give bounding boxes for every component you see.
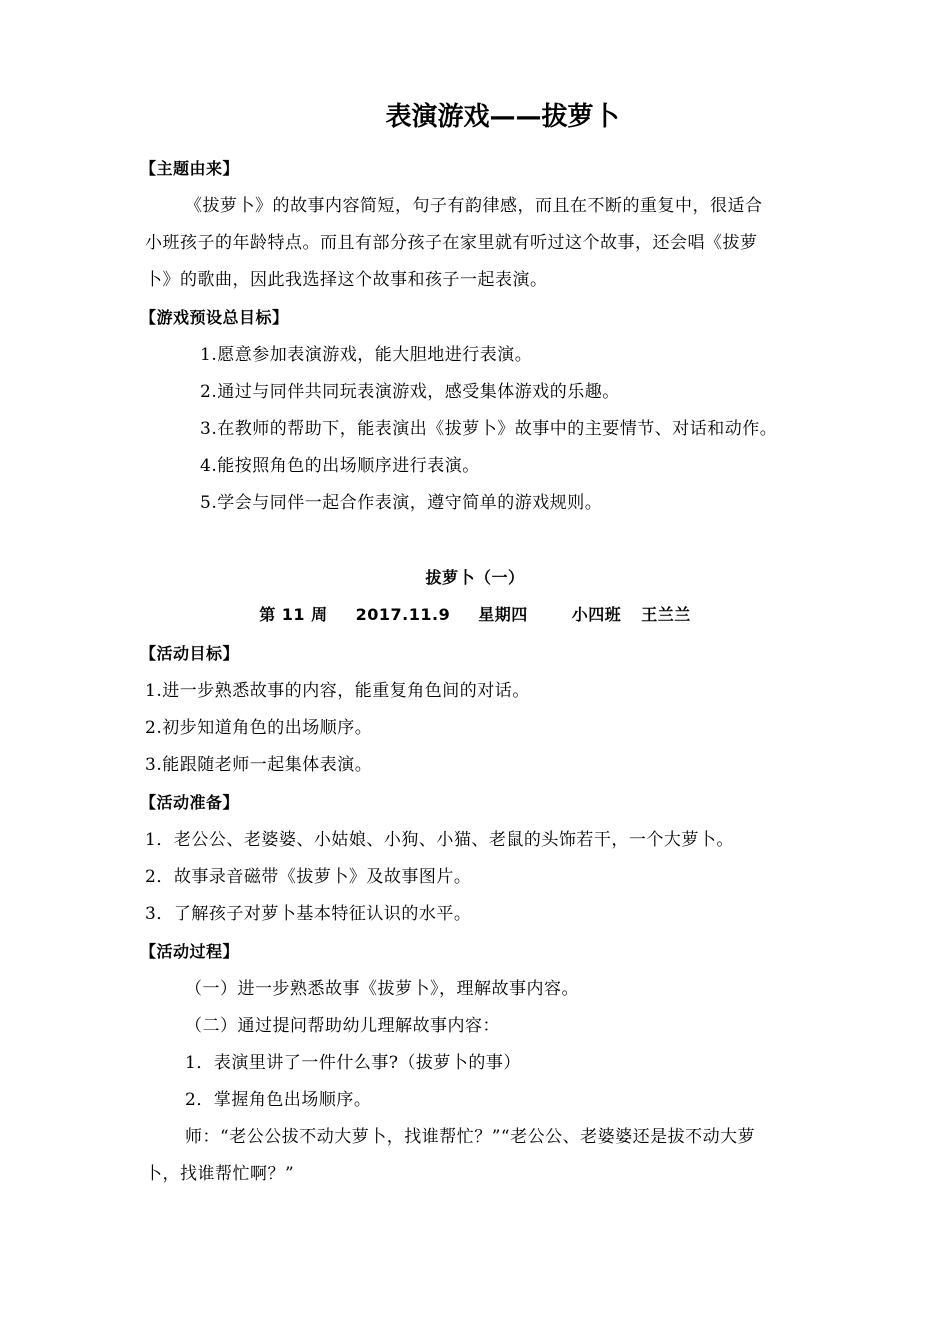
goal-item-4: 4.能按照角色的出场顺序进行表演。 <box>200 456 480 476</box>
goal-item-2: 2.通过与同伴共同玩表演游戏，感受集体游戏的乐趣。 <box>200 382 620 402</box>
process-line-4: 2．掌握角色出场顺序。 <box>185 1090 372 1110</box>
lesson-info <box>0 603 950 627</box>
lesson-date: 2017.11.9 <box>355 605 451 624</box>
preparation-item-1: 1．老公公、老婆婆、小姑娘、小狗、小猫、老鼠的头饰若干，一个大萝卜。 <box>145 830 734 850</box>
lesson-title: 拔萝卜（一） <box>425 568 525 587</box>
process-heading: 【活动过程】 <box>140 942 240 961</box>
goal-item-3: 3.在教师的帮助下，能表演出《拔萝卜》故事中的主要情节、对话和动作。 <box>200 419 778 439</box>
objective-item-1: 1.进一步熟悉故事的内容，能重复角色间的对话。 <box>145 681 530 701</box>
theme-line-3: 卜》的歌曲，因此我选择这个故事和孩子一起表演。 <box>145 270 548 290</box>
goals-heading: 【游戏预设总目标】 <box>140 308 289 327</box>
theme-heading: 【主题由来】 <box>140 159 240 178</box>
process-line-5: 师：“老公公拔不动大萝卜，找谁帮忙？”“老公公、老婆婆还是拔不动大萝 <box>185 1127 756 1147</box>
goal-item-5: 5.学会与同伴一起合作表演，遵守简单的游戏规则。 <box>200 493 603 513</box>
objectives-heading: 【活动目标】 <box>140 644 240 663</box>
lesson-class: 小四班 <box>571 605 622 624</box>
objective-item-2: 2.初步知道角色的出场顺序。 <box>145 718 373 738</box>
process-line-3: 1．表演里讲了一件什么事?（拔萝卜的事） <box>185 1053 521 1073</box>
process-line-2: （二）通过提问帮助幼儿理解故事内容： <box>185 1016 500 1036</box>
lesson-weekday: 星期四 <box>478 605 528 624</box>
preparation-heading: 【活动准备】 <box>140 793 240 812</box>
lesson-week: 第 11 周 <box>259 605 328 624</box>
goal-item-1: 1.愿意参加表演游戏，能大胆地进行表演。 <box>200 345 533 365</box>
document-title: 表演游戏——拔萝卜 <box>385 102 620 132</box>
process-line-1: （一）进一步熟悉故事《拔萝卜》，理解故事内容。 <box>185 979 579 999</box>
theme-line-2: 小班孩子的年龄特点。而且有部分孩子在家里就有听过这个故事，还会唱《拔萝 <box>145 233 758 253</box>
lesson-teacher: 王兰兰 <box>641 605 691 624</box>
objective-item-3: 3.能跟随老师一起集体表演。 <box>145 755 373 775</box>
process-line-6: 卜，找谁帮忙啊？” <box>145 1164 295 1184</box>
preparation-item-3: 3．了解孩子对萝卜基本特征认识的水平。 <box>145 904 472 924</box>
preparation-item-2: 2．故事录音磁带《拔萝卜》及故事图片。 <box>145 867 472 887</box>
theme-line-1: 《拔萝卜》的故事内容简短，句子有韵律感，而且在不断的重复中，很适合 <box>185 196 763 216</box>
